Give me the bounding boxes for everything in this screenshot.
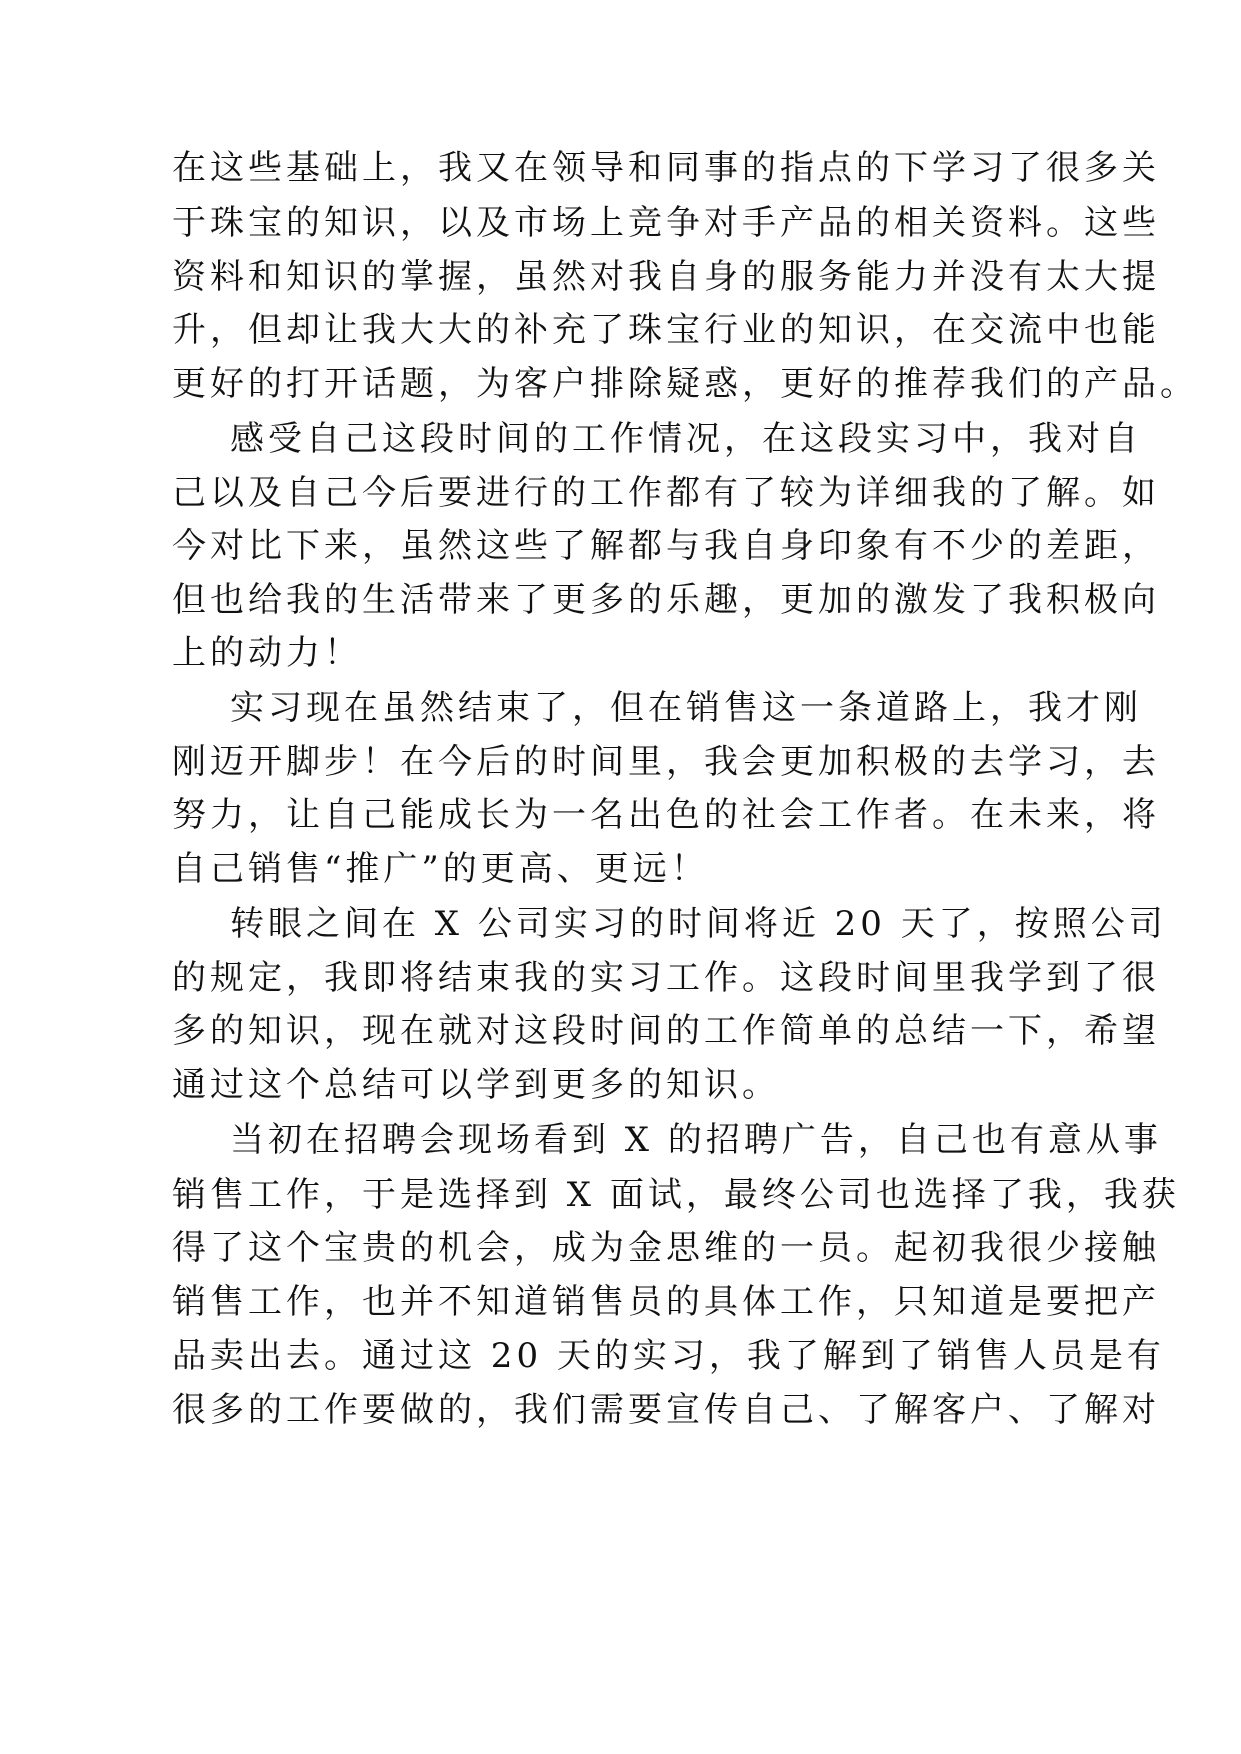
text-line: 得了这个宝贵的机会，成为金思维的一员。起初我很少接触 <box>172 1228 1160 1268</box>
text-line: 在这些基础上，我又在领导和同事的指点的下学习了很多关 <box>172 148 1160 188</box>
text-line: 刚迈开脚步！在今后的时间里，我会更加积极的去学习，去 <box>172 742 1160 782</box>
text-line: 实习现在虽然结束了，但在销售这一条道路上，我才刚 <box>230 688 1142 728</box>
text-line: 上的动力！ <box>172 633 362 673</box>
text-line: 当初在招聘会现场看到 X 的招聘广告，自己也有意从事 <box>230 1120 1162 1160</box>
text-line: 销售工作，于是选择到 X 面试，最终公司也选择了我，我获 <box>172 1175 1180 1215</box>
text-line: 转眼之间在 X 公司实习的时间将近 20 天了，按照公司 <box>230 904 1167 944</box>
text-line: 多的知识，现在就对这段时间的工作简单的总结一下，希望 <box>172 1011 1160 1051</box>
text-line: 资料和知识的掌握，虽然对我自身的服务能力并没有太大提 <box>172 257 1160 297</box>
text-line: 今对比下来，虽然这些了解都与我自身印象有不少的差距， <box>172 526 1160 566</box>
text-line: 很多的工作要做的，我们需要宣传自己、了解客户、了解对 <box>172 1390 1160 1430</box>
text-line: 品卖出去。通过这 20 天的实习，我了解到了销售人员是有 <box>172 1336 1165 1376</box>
text-line: 自己销售“推广”的更高、更远！ <box>172 849 709 889</box>
text-line: 通过这个总结可以学到更多的知识。 <box>172 1065 780 1105</box>
text-line: 的规定，我即将结束我的实习工作。这段时间里我学到了很 <box>172 958 1160 998</box>
text-line: 更好的打开话题，为客户排除疑惑，更好的推荐我们的产品。 <box>172 364 1198 404</box>
text-line: 升，但却让我大大的补充了珠宝行业的知识，在交流中也能 <box>172 310 1160 350</box>
text-line: 销售工作，也并不知道销售员的具体工作，只知道是要把产 <box>172 1282 1160 1322</box>
text-line: 己以及自己今后要进行的工作都有了较为详细我的了解。如 <box>172 473 1160 513</box>
text-line: 于珠宝的知识，以及市场上竞争对手产品的相关资料。这些 <box>172 203 1160 243</box>
text-line: 但也给我的生活带来了更多的乐趣，更加的激发了我积极向 <box>172 580 1160 620</box>
text-line: 努力，让自己能成长为一名出色的社会工作者。在未来，将 <box>172 795 1160 835</box>
text-line: 感受自己这段时间的工作情况，在这段实习中，我对自 <box>230 419 1142 459</box>
